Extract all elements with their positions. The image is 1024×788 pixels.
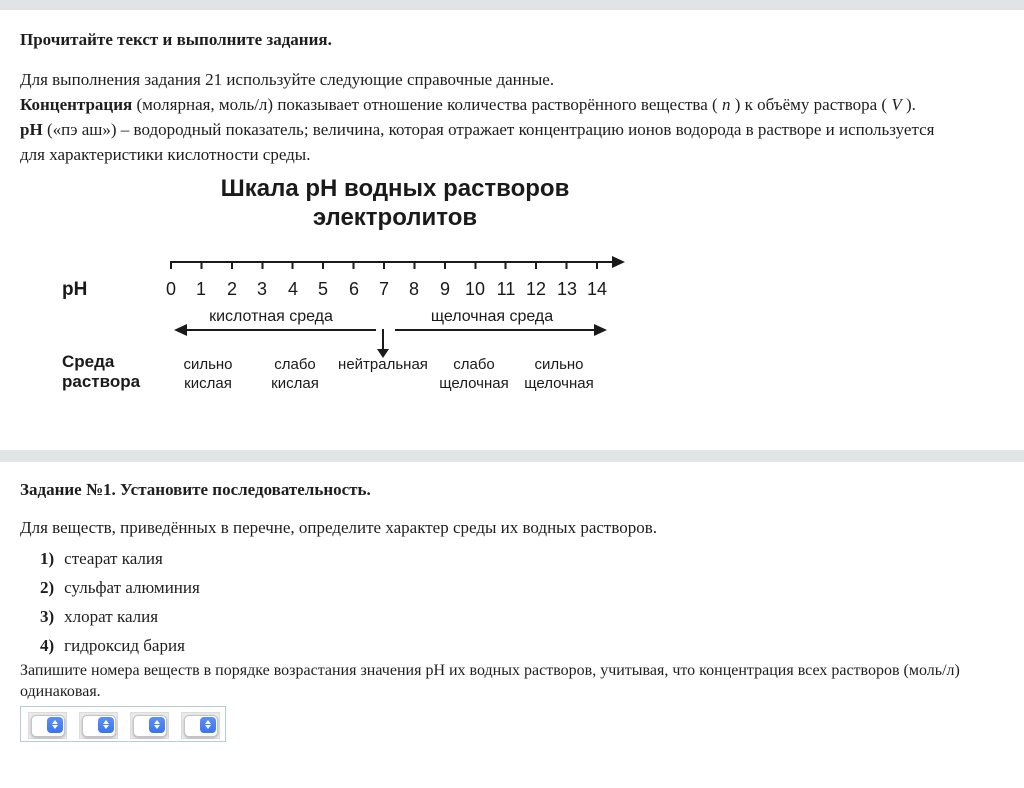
answer-select-2[interactable] [79, 712, 118, 739]
intro-paragraph-1: Для выполнения задания 21 используйте следующие справочные данные. [20, 70, 555, 89]
select-stepper-icon[interactable] [47, 717, 63, 733]
task-heading: Задание №1. Установите последовательность. [20, 480, 371, 499]
category-line: кислая [271, 375, 319, 392]
chevron-down-icon [205, 725, 211, 729]
chevron-down-icon [52, 725, 58, 729]
category-line: нейтральная [338, 356, 428, 373]
definition-text: ) к объёму раствора ( [730, 95, 892, 114]
category-line: слабо [274, 356, 316, 373]
list-item-text: хлорат калия [64, 607, 159, 626]
axis-tick-label: 7 [378, 279, 389, 299]
list-item [40, 604, 158, 629]
solution-medium-label-line2: раствора [62, 372, 141, 391]
chevron-down-icon [154, 725, 160, 729]
axis-tick-label: 14 [586, 279, 608, 299]
ph-definition [20, 117, 934, 167]
intro-heading: Прочитайте текст и выполните задания. [20, 30, 332, 49]
ph-axis-arrowhead-icon [612, 256, 625, 268]
ph-axis-label: pH [62, 279, 88, 300]
diagram-title [100, 174, 690, 232]
axis-tick-label: 4 [287, 279, 298, 299]
acid-zone-label: кислотная среда [209, 308, 333, 325]
answer-select-1[interactable] [28, 712, 67, 739]
answer-select-4[interactable] [181, 712, 220, 739]
diagram-title-line2: электролитов [312, 204, 478, 231]
list-item-number: 4) [40, 636, 55, 655]
task-instruction-line2: одинаковая. [20, 683, 101, 700]
axis-tick-label: 1 [195, 279, 206, 299]
alkaline-arrowhead-icon [594, 324, 607, 336]
section-divider [0, 450, 1024, 462]
category-strongly-alkaline [499, 355, 619, 393]
definition-text: ). [901, 95, 916, 114]
top-divider [0, 0, 1024, 10]
list-item-text: сульфат алюминия [64, 578, 200, 597]
chevron-up-icon [52, 720, 58, 724]
symbol-v: V [891, 95, 902, 114]
definition-text: (молярная, моль/л) показывает отношение количества растворённого вещества ( [132, 95, 722, 114]
axis-tick-label: 12 [525, 279, 547, 299]
list-item-number: 2) [40, 578, 55, 597]
category-line: щелочная [524, 375, 594, 392]
chevron-up-icon [103, 720, 109, 724]
definition-text: для характеристики кислотности среды. [20, 145, 311, 164]
task-instruction-line1: Запишите номера веществ в порядке возрастания значения pH их водных растворов, учитывая, что концентрация всех растворов (моль/л) [20, 662, 960, 679]
select-pill[interactable] [82, 715, 116, 737]
axis-tick-label: 6 [348, 279, 359, 299]
task-prompt: Для веществ, приведённых в перечне, определите характер среды их водных растворов. [20, 518, 658, 537]
neutral-arrow-line [382, 329, 384, 349]
list-item [40, 575, 200, 600]
list-item-number: 1) [40, 549, 55, 568]
solution-medium-label-line1: Среда [62, 352, 115, 371]
answer-select-group [20, 706, 226, 742]
axis-tick-label: 3 [256, 279, 267, 299]
task-instruction [20, 660, 960, 702]
alkaline-arrow-line [395, 329, 595, 331]
symbol-n: n [721, 95, 731, 114]
select-pill[interactable] [133, 715, 167, 737]
axis-tick-label: 11 [496, 279, 516, 299]
chevron-up-icon [154, 720, 160, 724]
select-pill[interactable] [31, 715, 65, 737]
category-line: кислая [184, 375, 232, 392]
definition-text: («пэ аш») – водородный показатель; величина, которая отражает концентрацию ионов водорода в растворе и используется [42, 120, 935, 139]
select-stepper-icon[interactable] [98, 717, 114, 733]
diagram-title-line1: Шкала pH водных растворов [220, 175, 570, 202]
chevron-up-icon [205, 720, 211, 724]
alkaline-zone-label: щелочная среда [430, 308, 554, 325]
acid-arrowhead-icon [174, 324, 187, 336]
ph-axis-ticks [170, 261, 600, 269]
answer-select-3[interactable] [130, 712, 169, 739]
list-item-text: стеарат калия [64, 549, 163, 568]
category-line: сильно [183, 356, 233, 373]
axis-tick-label: 5 [317, 279, 328, 299]
term-ph: pH [20, 120, 43, 139]
select-pill[interactable] [184, 715, 218, 737]
ph-scale-diagram [60, 170, 710, 415]
concentration-definition [20, 92, 916, 117]
list-item [40, 633, 185, 658]
chevron-down-icon [103, 725, 109, 729]
list-item-number: 3) [40, 607, 55, 626]
axis-tick-label: 9 [439, 279, 450, 299]
list-item-text: гидроксид бария [64, 636, 185, 655]
solution-medium-label [62, 352, 140, 392]
axis-tick-label: 10 [464, 279, 486, 299]
category-line: сильно [534, 356, 584, 373]
select-stepper-icon[interactable] [200, 717, 216, 733]
category-line: щелочная [439, 375, 509, 392]
term-concentration: Концентрация [20, 95, 133, 114]
axis-tick-label: 0 [165, 279, 176, 299]
acid-arrow-line [186, 329, 376, 331]
list-item [40, 546, 163, 571]
axis-tick-label: 2 [226, 279, 237, 299]
axis-tick-label: 13 [556, 279, 578, 299]
category-line: слабо [453, 356, 495, 373]
axis-tick-label: 8 [408, 279, 419, 299]
select-stepper-icon[interactable] [149, 717, 165, 733]
